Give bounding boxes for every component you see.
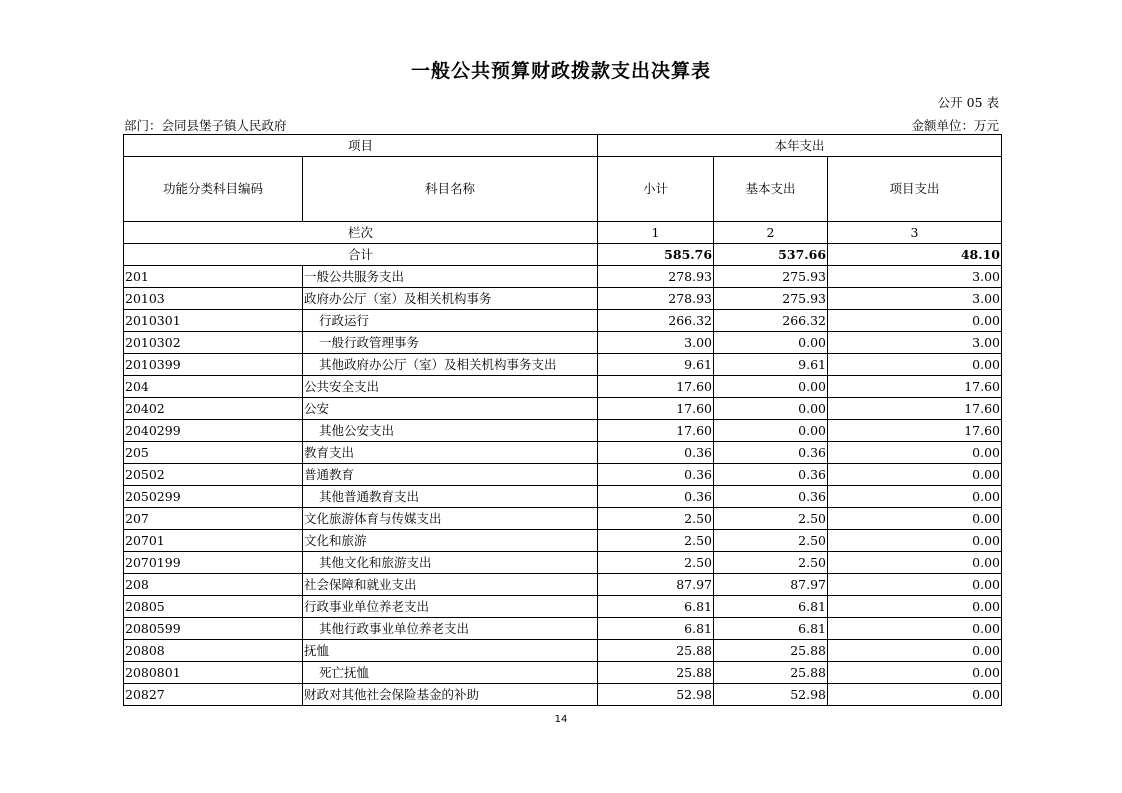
row-project: 0.00 — [828, 442, 1002, 464]
row-project: 0.00 — [828, 552, 1002, 574]
row-subtotal: 0.36 — [598, 486, 714, 508]
row-code: 2010302 — [124, 332, 303, 354]
total-basic: 537.66 — [714, 244, 828, 266]
row-code: 2080801 — [124, 662, 303, 684]
row-project: 0.00 — [828, 574, 1002, 596]
row-code: 2010301 — [124, 310, 303, 332]
row-subtotal: 0.36 — [598, 442, 714, 464]
row-subtotal: 6.81 — [598, 618, 714, 640]
row-subtotal: 278.93 — [598, 288, 714, 310]
row-subtotal: 52.98 — [598, 684, 714, 706]
row-name: 教育支出 — [303, 442, 598, 464]
page-title: 一般公共预算财政拨款支出决算表 — [410, 60, 711, 82]
table-row — [124, 552, 1002, 574]
row-project: 3.00 — [828, 266, 1002, 288]
row-code: 205 — [124, 442, 303, 464]
row-code: 208 — [124, 574, 303, 596]
header-code: 功能分类科目编码 — [124, 157, 303, 222]
row-name: 其他行政事业单位养老支出 — [303, 618, 598, 640]
header-current-year: 本年支出 — [598, 135, 1002, 157]
row-basic: 0.36 — [714, 464, 828, 486]
header-basic: 基本支出 — [714, 157, 828, 222]
row-subtotal: 25.88 — [598, 640, 714, 662]
row-name: 死亡抚恤 — [303, 662, 598, 684]
unit-label: 金额单位：万元 — [911, 118, 999, 133]
row-project: 0.00 — [828, 486, 1002, 508]
row-name: 其他公安支出 — [303, 420, 598, 442]
row-basic: 6.81 — [714, 618, 828, 640]
row-code: 207 — [124, 508, 303, 530]
row-basic: 87.97 — [714, 574, 828, 596]
row-basic: 0.00 — [714, 398, 828, 420]
table-row — [124, 354, 1002, 376]
row-code: 20701 — [124, 530, 303, 552]
row-subtotal: 25.88 — [598, 662, 714, 684]
row-subtotal: 3.00 — [598, 332, 714, 354]
row-name: 其他政府办公厅（室）及相关机构事务支出 — [303, 354, 598, 376]
row-basic: 9.61 — [714, 354, 828, 376]
department-label: 部门：会同县堡子镇人民政府 — [124, 118, 287, 133]
table-row — [124, 486, 1002, 508]
row-code: 20808 — [124, 640, 303, 662]
header-row-1 — [124, 135, 1002, 157]
row-basic: 0.36 — [714, 442, 828, 464]
row-code: 20805 — [124, 596, 303, 618]
row-basic: 275.93 — [714, 266, 828, 288]
total-project: 48.10 — [828, 244, 1002, 266]
table-row — [124, 574, 1002, 596]
row-code: 2040299 — [124, 420, 303, 442]
header-row-2 — [124, 157, 1002, 222]
table-row — [124, 640, 1002, 662]
header-project-exp: 项目支出 — [828, 157, 1002, 222]
row-project: 0.00 — [828, 354, 1002, 376]
column-number-2: 2 — [714, 222, 828, 244]
row-subtotal: 0.36 — [598, 464, 714, 486]
row-name: 抚恤 — [303, 640, 598, 662]
table-row — [124, 442, 1002, 464]
row-project: 3.00 — [828, 288, 1002, 310]
row-name: 文化旅游体育与传媒支出 — [303, 508, 598, 530]
row-code: 20103 — [124, 288, 303, 310]
page-number: 14 — [554, 714, 568, 725]
column-number-label: 栏次 — [124, 222, 598, 244]
row-subtotal: 9.61 — [598, 354, 714, 376]
row-project: 0.00 — [828, 530, 1002, 552]
row-project: 0.00 — [828, 464, 1002, 486]
row-project: 3.00 — [828, 332, 1002, 354]
row-basic: 2.50 — [714, 552, 828, 574]
row-project: 17.60 — [828, 376, 1002, 398]
row-code: 204 — [124, 376, 303, 398]
row-basic: 266.32 — [714, 310, 828, 332]
row-project: 0.00 — [828, 640, 1002, 662]
row-basic: 52.98 — [714, 684, 828, 706]
header-name: 科目名称 — [303, 157, 598, 222]
row-basic: 0.36 — [714, 486, 828, 508]
form-number: 公开 05 表 — [937, 95, 999, 110]
row-basic: 275.93 — [714, 288, 828, 310]
row-name: 社会保障和就业支出 — [303, 574, 598, 596]
column-number-row — [124, 222, 1002, 244]
row-code: 2050299 — [124, 486, 303, 508]
row-basic: 0.00 — [714, 376, 828, 398]
total-label: 合计 — [124, 244, 598, 266]
column-number-1: 1 — [598, 222, 714, 244]
row-code: 20402 — [124, 398, 303, 420]
row-code: 20502 — [124, 464, 303, 486]
row-subtotal: 87.97 — [598, 574, 714, 596]
row-name: 一般行政管理事务 — [303, 332, 598, 354]
header-project: 项目 — [124, 135, 598, 157]
row-name: 其他文化和旅游支出 — [303, 552, 598, 574]
row-subtotal: 17.60 — [598, 398, 714, 420]
row-name: 普通教育 — [303, 464, 598, 486]
row-name: 其他普通教育支出 — [303, 486, 598, 508]
row-subtotal: 2.50 — [598, 552, 714, 574]
table-row — [124, 662, 1002, 684]
row-basic: 2.50 — [714, 530, 828, 552]
table-row — [124, 684, 1002, 706]
row-code: 201 — [124, 266, 303, 288]
row-project: 17.60 — [828, 398, 1002, 420]
row-project: 0.00 — [828, 684, 1002, 706]
row-subtotal: 266.32 — [598, 310, 714, 332]
expenditure-table — [123, 134, 1002, 706]
row-subtotal: 17.60 — [598, 420, 714, 442]
row-project: 0.00 — [828, 618, 1002, 640]
total-row — [124, 244, 1002, 266]
row-name: 政府办公厅（室）及相关机构事务 — [303, 288, 598, 310]
row-name: 文化和旅游 — [303, 530, 598, 552]
table-row — [124, 266, 1002, 288]
table-row — [124, 596, 1002, 618]
row-basic: 25.88 — [714, 662, 828, 684]
row-code: 20827 — [124, 684, 303, 706]
total-subtotal: 585.76 — [598, 244, 714, 266]
table-row — [124, 332, 1002, 354]
row-basic: 25.88 — [714, 640, 828, 662]
row-name: 公安 — [303, 398, 598, 420]
row-basic: 0.00 — [714, 332, 828, 354]
column-number-3: 3 — [828, 222, 1002, 244]
table-row — [124, 618, 1002, 640]
row-subtotal: 17.60 — [598, 376, 714, 398]
row-subtotal: 6.81 — [598, 596, 714, 618]
row-code: 2010399 — [124, 354, 303, 376]
row-basic: 2.50 — [714, 508, 828, 530]
row-project: 0.00 — [828, 310, 1002, 332]
table-row — [124, 530, 1002, 552]
row-subtotal: 2.50 — [598, 508, 714, 530]
row-subtotal: 278.93 — [598, 266, 714, 288]
row-name: 行政运行 — [303, 310, 598, 332]
row-project: 0.00 — [828, 596, 1002, 618]
row-subtotal: 2.50 — [598, 530, 714, 552]
table-row — [124, 508, 1002, 530]
row-code: 2070199 — [124, 552, 303, 574]
table-row — [124, 376, 1002, 398]
table-row — [124, 288, 1002, 310]
row-name: 行政事业单位养老支出 — [303, 596, 598, 618]
row-code: 2080599 — [124, 618, 303, 640]
row-name: 一般公共服务支出 — [303, 266, 598, 288]
header-subtotal: 小计 — [598, 157, 714, 222]
row-name: 财政对其他社会保险基金的补助 — [303, 684, 598, 706]
row-project: 17.60 — [828, 420, 1002, 442]
row-basic: 0.00 — [714, 420, 828, 442]
row-project: 0.00 — [828, 662, 1002, 684]
table-row — [124, 310, 1002, 332]
table-row — [124, 420, 1002, 442]
row-name: 公共安全支出 — [303, 376, 598, 398]
row-basic: 6.81 — [714, 596, 828, 618]
table-row — [124, 398, 1002, 420]
row-project: 0.00 — [828, 508, 1002, 530]
table-row — [124, 464, 1002, 486]
